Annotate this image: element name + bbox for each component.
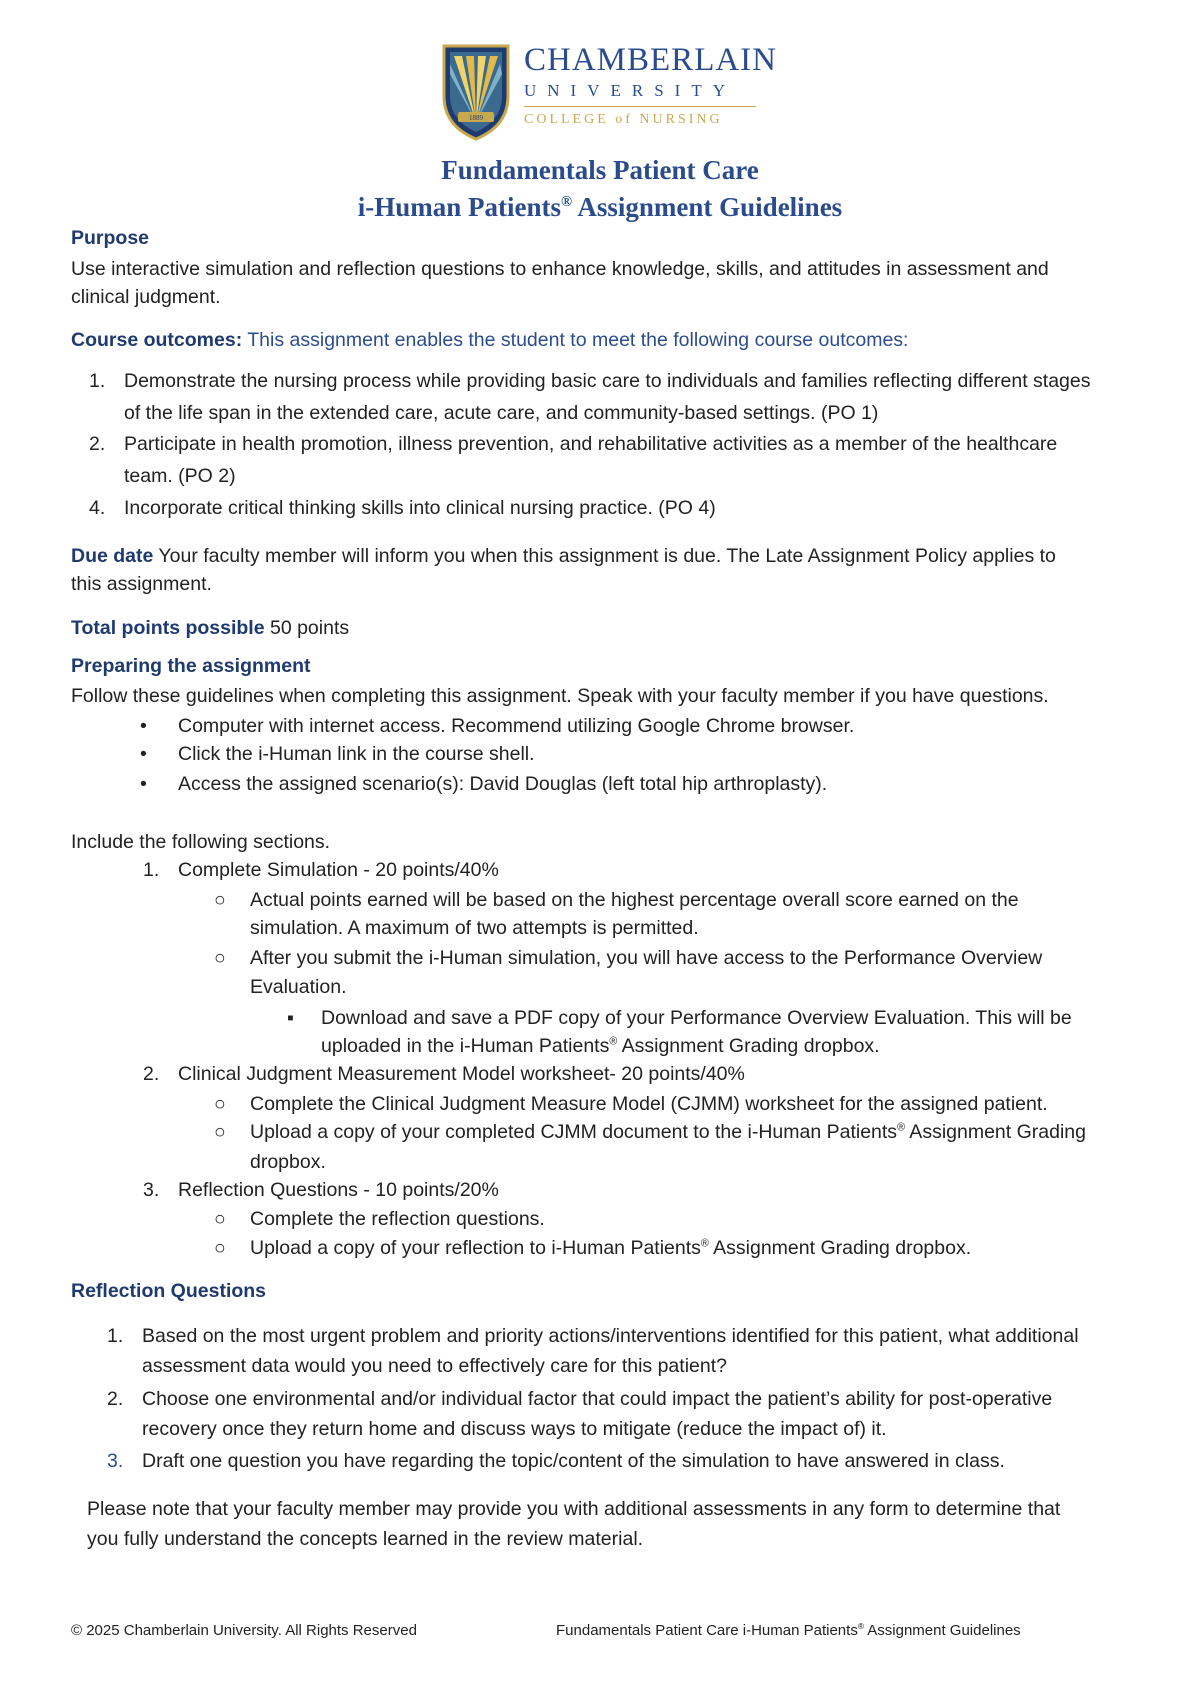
section-1-title: Complete Simulation - 20 points/40% [178,859,499,881]
section-1-a-line1: Actual points earned will be based on the highest percentage overall score earned on the [250,889,1019,911]
text-part: Assignment Grading [904,1121,1086,1143]
due-date-line2: this assignment. [71,573,212,595]
page-title-line1: Fundamentals Patient Care [441,155,759,185]
crest-icon [440,42,512,142]
circle-bullet-icon: ○ [214,1208,226,1230]
reflection-item-2-line2: recovery once they return home and discuss ways to mitigate (reduce the impact of) it. [142,1418,887,1440]
reg-mark: ® [700,1237,709,1250]
reflection-item-1-line2: assessment data would you need to effectively care for this patient? [142,1355,727,1377]
text-part: Assignment Guidelines [863,1622,1021,1639]
section-number: 2. [143,1063,160,1085]
section-3-b-line1 [250,1234,971,1262]
logo-university: UNIVERSITY [524,80,756,107]
text-part: Assignment Grading dropbox. [617,1035,880,1057]
section-3-a-line1: Complete the reflection questions. [250,1208,545,1230]
reg-mark: ® [857,1622,864,1631]
footer-doc-title [556,1622,1021,1639]
outcome-item-1-line1: Demonstrate the nursing process while providing basic care to individuals and families reflecting different stages [124,370,1091,392]
circle-bullet-icon: ○ [214,1121,226,1143]
note-line2: you fully understand the concepts learned in the review material. [87,1528,644,1550]
brand-text [524,40,777,133]
text-part: uploaded in the i-Human Patients [321,1035,610,1057]
preparing-heading: Preparing the assignment [71,655,311,677]
total-points-heading: Total points possible [71,617,265,639]
outcome-item-2-line2: team. (PO 2) [124,465,236,487]
outcome-item-1-line2: of the life span in the extended care, acute care, and community-based settings. (PO 1) [124,402,879,424]
title-reg-mark: ® [561,194,573,210]
text-part: Upload a copy of your completed CJMM document to the i-Human Patients [250,1121,898,1143]
text-part: Assignment Grading dropbox. [708,1237,972,1259]
due-date-line1: Your faculty member will inform you when this assignment is due. The Late Assignment Policy applies to [153,545,1056,567]
reflection-item-3-line1: Draft one question you have regarding the topic/content of the simulation to have answered in class. [142,1450,1005,1472]
purpose-heading: Purpose [71,227,150,249]
preparing-intro: Follow these guidelines when completing this assignment. Speak with your faculty member if you have questions. [71,685,1049,707]
due-date-heading: Due date [71,545,154,567]
due-date-row [71,542,1056,570]
reflection-number: 1. [107,1325,124,1347]
reg-mark: ® [897,1121,905,1134]
logo-college: COLLEGE of NURSING [524,112,723,127]
section-1-b-line2: Evaluation. [250,976,347,998]
outcomes-intro: This assignment enables the student to meet the following course outcomes: [242,329,909,351]
page-title-line2 [0,189,1200,225]
university-logo [440,40,778,150]
circle-bullet-icon: ○ [214,1093,226,1115]
purpose-line2: clinical judgment. [71,286,221,308]
bullet-icon: • [140,743,147,765]
section-2-b-line2: dropbox. [250,1151,326,1173]
title-rest: Assignment Guidelines [572,192,843,222]
footer-copyright: © 2025 Chamberlain University. All Rights Reserved [71,1622,417,1639]
reflection-heading: Reflection Questions [71,1280,267,1302]
reflection-item-2-line1: Choose one environmental and/or individual factor that could impact the patient’s ability for post-operative [142,1388,1053,1410]
section-2-a-line1: Complete the Clinical Judgment Measure Model (CJMM) worksheet for the assigned patient. [250,1093,1048,1115]
note-line1: Please note that your faculty member may provide you with additional assessments in any form to determine that [87,1498,1061,1520]
section-2-title: Clinical Judgment Measurement Model worksheet- 20 points/40% [178,1063,745,1085]
outcome-number: 4. [89,497,106,519]
section-2-b-line1 [250,1118,1086,1146]
section-1-c-line2 [321,1032,880,1060]
section-1-b-line1: After you submit the i-Human simulation, you will have access to the Performance Overview [250,947,1043,969]
reg-mark: ® [609,1035,618,1048]
outcomes-heading-row [71,326,908,354]
purpose-line1: Use interactive simulation and reflection questions to enhance knowledge, skills, and attitudes in assessment and [71,258,1049,280]
square-bullet-icon: ▪ [287,1007,294,1029]
section-3-title: Reflection Questions - 10 points/20% [178,1179,499,1201]
circle-bullet-icon: ○ [214,1237,226,1259]
outcome-item-3-line1: Incorporate critical thinking skills into clinical nursing practice. (PO 4) [124,497,716,519]
outcome-number: 1. [89,370,106,392]
total-points-value: 50 points [264,617,350,639]
section-1-c-line1: Download and save a PDF copy of your Performance Overview Evaluation. This will be [321,1007,1072,1029]
outcomes-heading: Course outcomes: [71,329,243,351]
preparing-bullet-3: Access the assigned scenario(s): David Douglas (left total hip arthroplasty). [178,773,828,795]
title-product: i-Human Patients [357,192,562,222]
section-1-a-line2: simulation. A maximum of two attempts is permitted. [250,917,699,939]
reflection-item-1-line1: Based on the most urgent problem and priority actions/interventions identified for this patient, what additional [142,1325,1079,1347]
outcome-number: 2. [89,433,106,455]
outcome-item-2-line1: Participate in health promotion, illness prevention, and rehabilitative activities as a member of the healthcare [124,433,1058,455]
reflection-number: 2. [107,1388,124,1410]
section-number: 1. [143,859,160,881]
sections-intro: Include the following sections. [71,831,331,853]
crest-year: 1889 [469,114,483,122]
total-points-row [71,614,349,642]
text-part: Fundamentals Patient Care i-Human Patients [556,1622,858,1639]
logo-name: CHAMBERLAIN [524,42,778,78]
circle-bullet-icon: ○ [214,889,226,911]
bullet-icon: • [140,715,147,737]
section-number: 3. [143,1179,160,1201]
preparing-bullet-2: Click the i-Human link in the course shell. [178,743,535,765]
text-part: Upload a copy of your reflection to i-Human Patients [250,1237,701,1259]
preparing-bullet-1: Computer with internet access. Recommend utilizing Google Chrome browser. [178,715,855,737]
bullet-icon: • [140,773,147,795]
circle-bullet-icon: ○ [214,947,226,969]
reflection-number: 3. [107,1450,124,1472]
